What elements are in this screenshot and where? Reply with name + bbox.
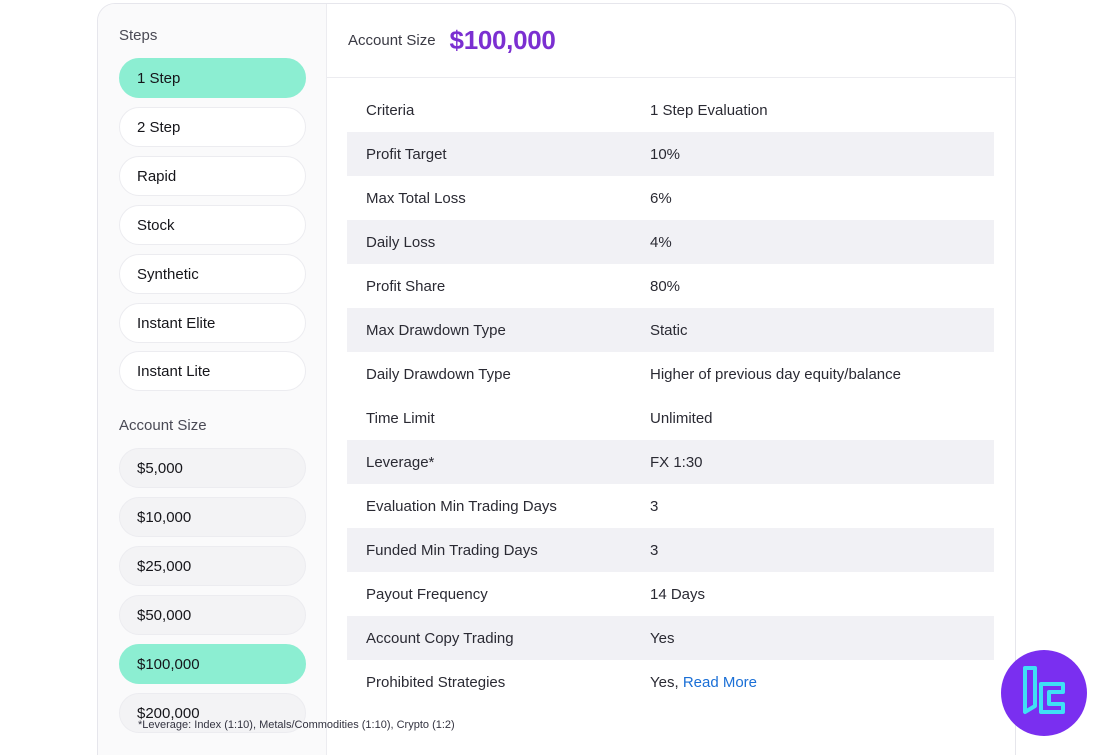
read-more-link[interactable]: Read More <box>682 673 758 691</box>
step-option-synthetic[interactable]: Synthetic <box>119 254 306 294</box>
criteria-cell: Profit Target <box>366 145 447 163</box>
leverage-footnote: *Leverage: Index (1:10), Metals/Commodities (1:10), Crypto (1:2) <box>138 719 455 731</box>
table-row <box>347 396 994 440</box>
criteria-cell: Profit Share <box>366 277 446 295</box>
size-option-200000[interactable]: $200,000 <box>119 693 306 733</box>
step-option-instant-elite[interactable]: Instant Elite <box>119 303 306 343</box>
value-cell: 10% <box>650 145 681 163</box>
table-row <box>347 572 994 616</box>
step-option-rapid[interactable]: Rapid <box>119 156 306 196</box>
criteria-cell: Payout Frequency <box>366 585 488 603</box>
criteria-cell: Account Copy Trading <box>366 629 514 647</box>
account-size-label: Account Size <box>119 417 207 434</box>
sidebar <box>98 4 327 755</box>
value-cell: 80% <box>650 277 681 295</box>
criteria-cell: Prohibited Strategies <box>366 673 506 691</box>
table-row <box>347 220 994 264</box>
criteria-cell: Evaluation Min Trading Days <box>366 497 557 515</box>
value-cell: 3 <box>650 541 659 559</box>
value-cell: 4% <box>650 233 672 251</box>
table-row <box>347 264 994 308</box>
value-cell: 6% <box>650 189 672 207</box>
table-row <box>347 528 994 572</box>
table-row <box>347 660 994 704</box>
table-row <box>347 484 994 528</box>
table-row <box>347 308 994 352</box>
value-cell: 1 Step Evaluation <box>650 101 768 119</box>
criteria-cell: Criteria <box>366 101 415 119</box>
size-option-5000[interactable]: $5,000 <box>119 448 306 488</box>
brand-logo-icon <box>1001 650 1087 736</box>
size-option-100000[interactable]: $100,000 <box>119 644 306 684</box>
value-prefix: Yes, <box>650 673 683 691</box>
table-row <box>347 440 994 484</box>
criteria-cell: Time Limit <box>366 409 435 427</box>
header-label: Account Size <box>348 32 436 49</box>
size-option-25000[interactable]: $25,000 <box>119 546 306 586</box>
criteria-cell: Max Total Loss <box>366 189 466 207</box>
step-option-1-step[interactable]: 1 Step <box>119 58 306 98</box>
value-cell <box>650 674 994 691</box>
step-option-instant-lite[interactable]: Instant Lite <box>119 351 306 391</box>
criteria-cell: Funded Min Trading Days <box>366 541 538 559</box>
criteria-cell: Daily Loss <box>366 233 436 251</box>
value-cell: Higher of previous day equity/balance <box>650 365 901 383</box>
step-option-2-step[interactable]: 2 Step <box>119 107 306 147</box>
table-row <box>347 88 994 132</box>
value-cell: Static <box>650 321 688 339</box>
step-option-stock[interactable]: Stock <box>119 205 306 245</box>
steps-label: Steps <box>119 27 158 44</box>
value-cell: Unlimited <box>650 409 713 427</box>
table-row <box>347 132 994 176</box>
value-cell: FX 1:30 <box>650 453 703 471</box>
main-panel <box>327 4 1015 755</box>
table-row <box>347 352 994 396</box>
criteria-cell: Daily Drawdown Type <box>366 365 511 383</box>
size-option-50000[interactable]: $50,000 <box>119 595 306 635</box>
header-price: $100,000 <box>449 25 556 55</box>
table-row <box>347 616 994 660</box>
size-option-10000[interactable]: $10,000 <box>119 497 306 537</box>
value-cell: 14 Days <box>650 585 706 603</box>
value-cell: 3 <box>650 497 659 515</box>
criteria-cell: Max Drawdown Type <box>366 321 506 339</box>
account-size-header <box>327 4 1015 78</box>
pricing-card <box>97 3 1016 755</box>
criteria-cell: Leverage* <box>366 453 435 471</box>
value-cell: Yes <box>650 629 675 647</box>
criteria-table <box>347 88 994 704</box>
table-row <box>347 176 994 220</box>
